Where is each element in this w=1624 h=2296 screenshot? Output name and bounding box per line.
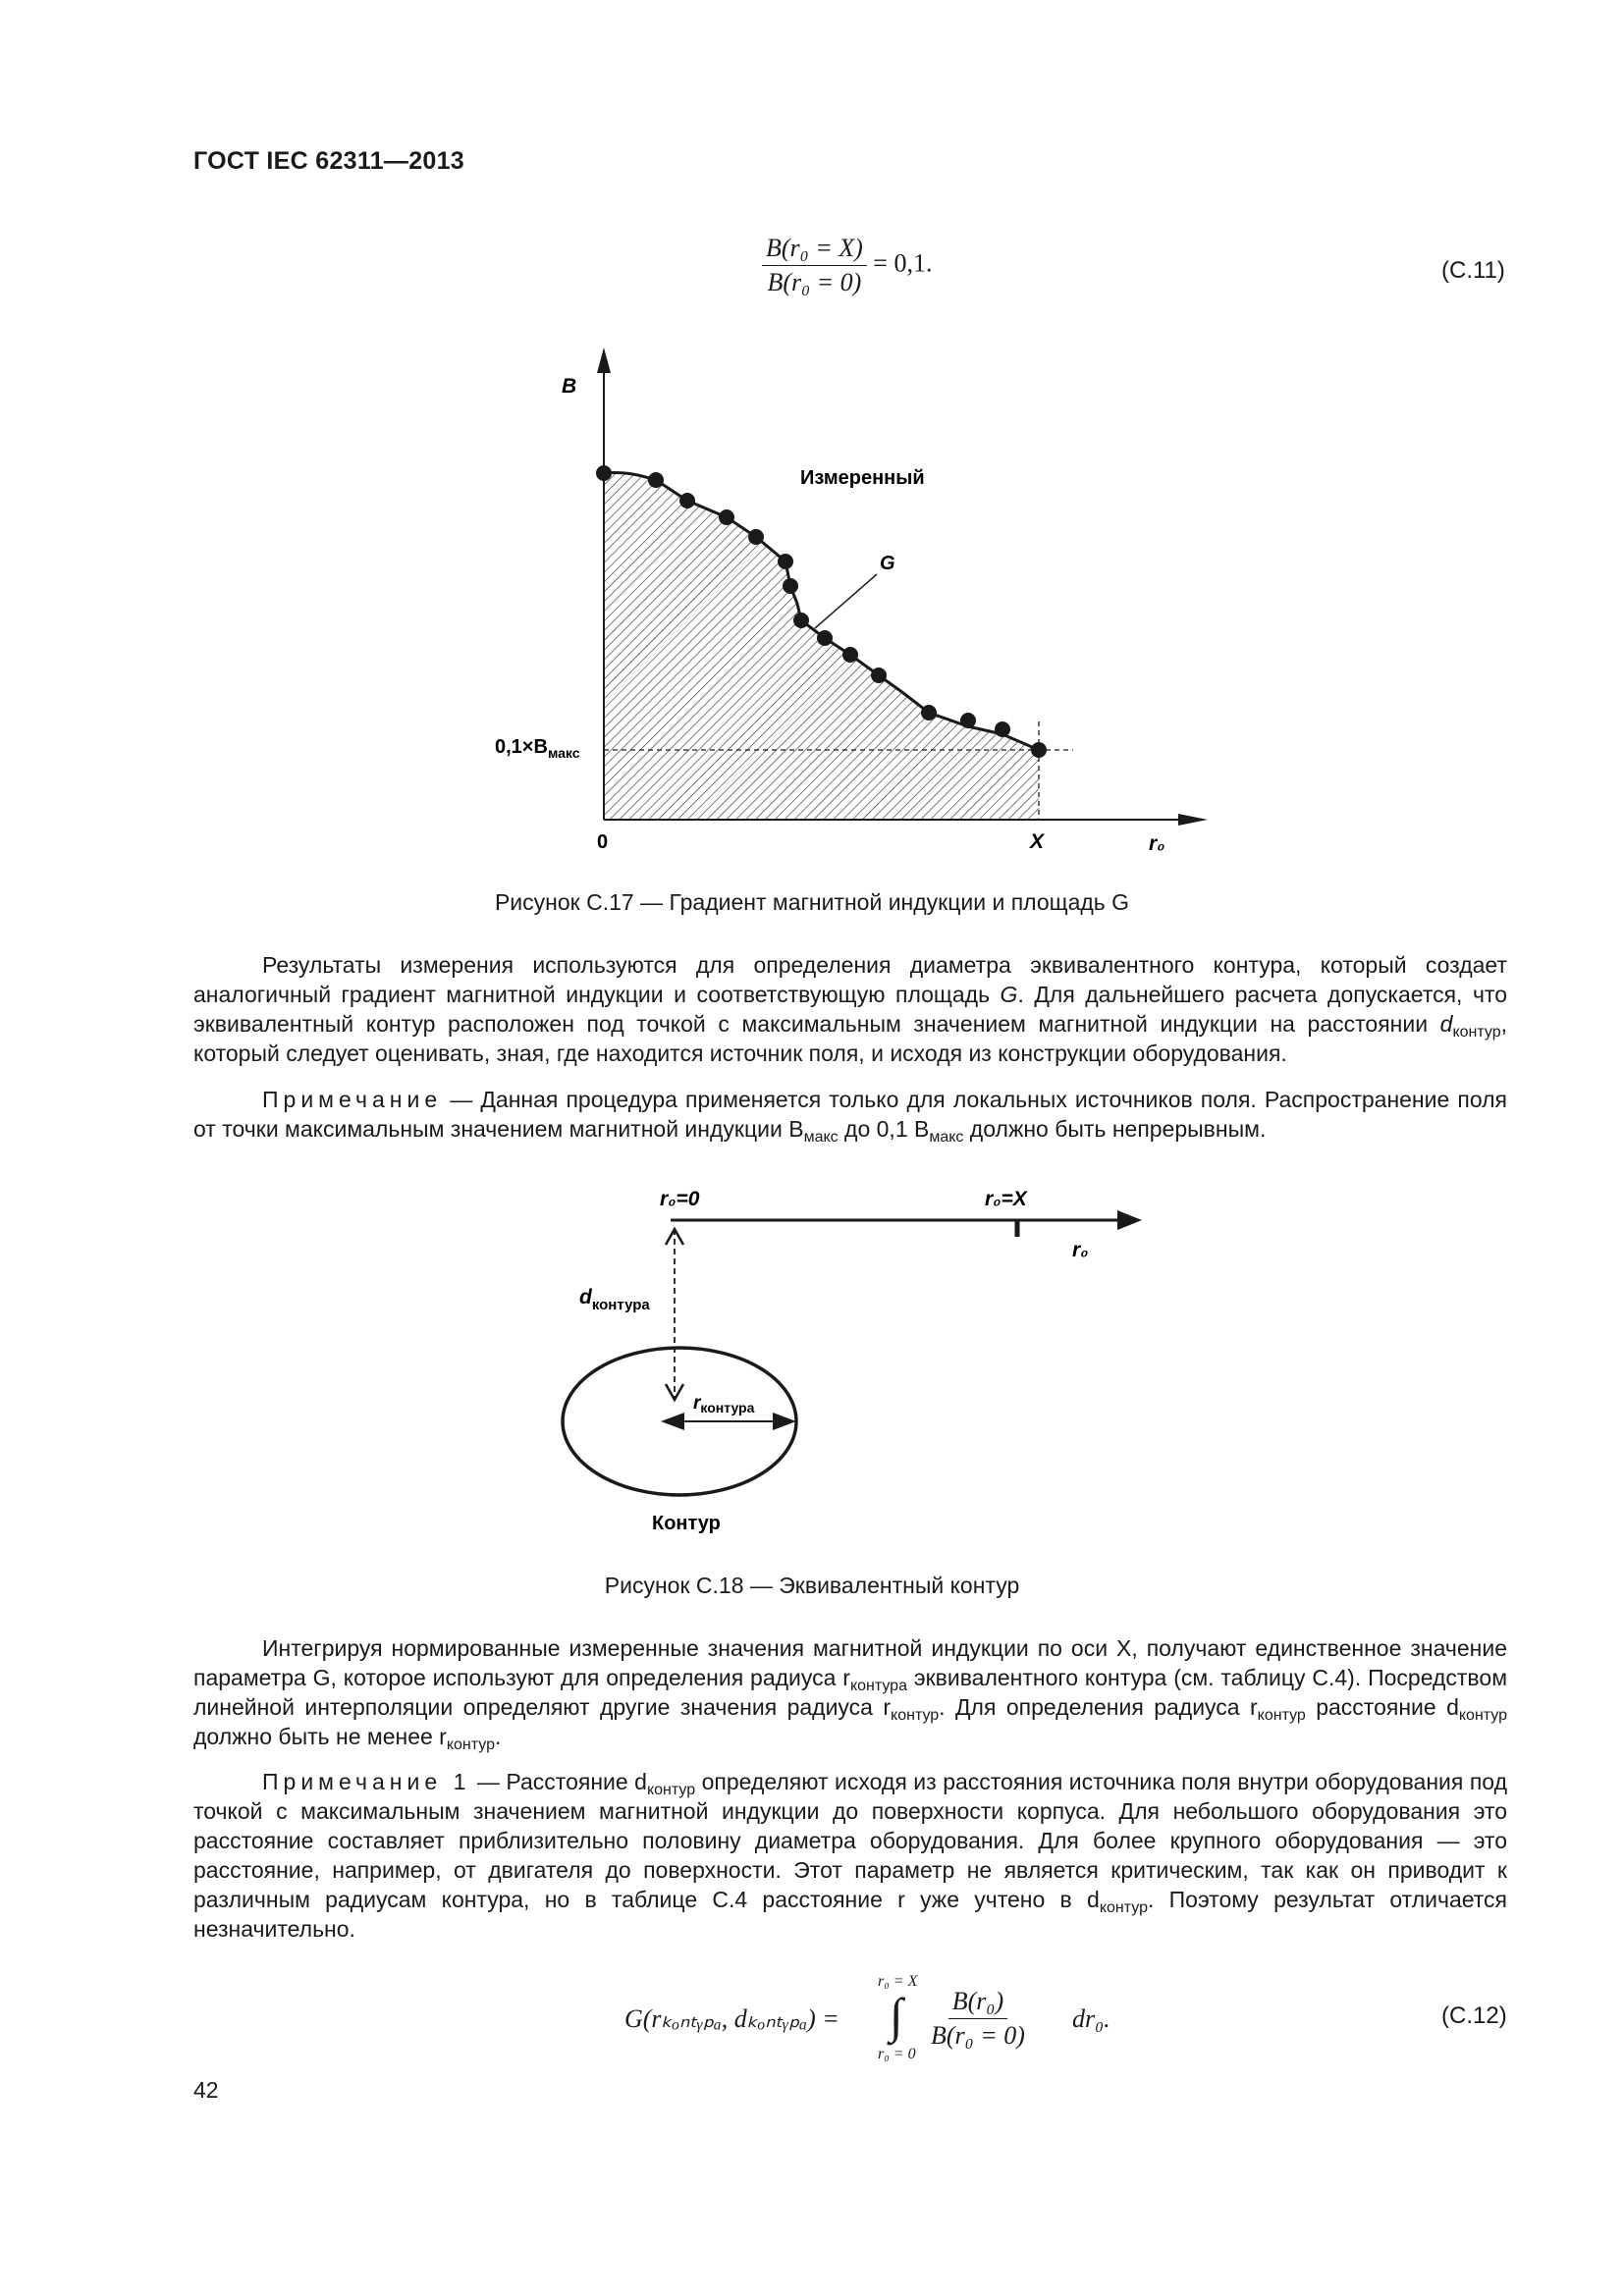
integral-upper-limit: r₀ = X bbox=[878, 1973, 918, 1990]
data-point bbox=[921, 705, 937, 721]
equation-c12-denominator: B(r₀ = 0) bbox=[931, 2021, 1025, 2050]
equation-c12 bbox=[624, 1973, 1135, 2066]
equation-c11-rhs: = 0,1. bbox=[873, 248, 933, 278]
measured-label: Измеренный bbox=[800, 467, 925, 489]
r0-zero-label: r₀=0 bbox=[660, 1188, 700, 1210]
area-g bbox=[604, 473, 1039, 820]
document-header: ГОСТ IEC 62311—2013 bbox=[193, 147, 465, 175]
note-1-sub2: макс bbox=[929, 1129, 964, 1146]
subscript: контур bbox=[1099, 1899, 1148, 1916]
data-point bbox=[679, 493, 695, 508]
integral-lower-limit: r₀ = 0 bbox=[878, 2046, 916, 2062]
equation-c12-fraction bbox=[927, 1987, 1029, 2051]
paragraph-2-part: . bbox=[494, 1724, 502, 1749]
r-contour-label: $r_{контура}$ bbox=[693, 1393, 755, 1415]
note-1 bbox=[193, 1085, 1507, 1144]
contour-label: Контур bbox=[652, 1513, 721, 1534]
data-point bbox=[842, 647, 858, 663]
r-arrow-right bbox=[773, 1413, 796, 1430]
data-point bbox=[817, 630, 833, 646]
note-1-text: — Данная процедура применяется только для локальных источников поля. Распространение поля от точки максимальным значением магнитной индукции B bbox=[193, 1087, 1507, 1142]
note-2 bbox=[193, 1767, 1507, 1944]
note-1-mid: до 0,1 B bbox=[838, 1116, 930, 1142]
data-point bbox=[793, 613, 809, 628]
equation-c11-denominator: B(r₀ = 0) bbox=[767, 268, 862, 296]
threshold-label: $0,1\times B_{макс}$ bbox=[495, 736, 580, 761]
equation-c12-number: (С.12) bbox=[1441, 2002, 1507, 2029]
paragraph-2-part: расстояние d bbox=[1305, 1694, 1459, 1720]
subscript: контура bbox=[849, 1678, 907, 1694]
data-point bbox=[995, 721, 1010, 737]
figure-c18-caption: Рисунок С.18 — Эквивалентный контур bbox=[604, 1573, 1020, 1598]
subscript: контур bbox=[1257, 1707, 1306, 1724]
figure-c17 bbox=[0, 0, 1624, 883]
y-axis-label: B bbox=[562, 375, 577, 398]
paragraph-2-part: эквивалентного контура (см. таблицу С.4). Посредством линейной интерполяции определяют другие значения радиуса r bbox=[193, 1665, 1508, 1720]
paragraph-2-part: должно быть не менее r bbox=[193, 1724, 447, 1749]
r0-axis-label: r₀ bbox=[1072, 1239, 1089, 1261]
data-point bbox=[960, 713, 976, 728]
note-2-part: — Расстояние d bbox=[470, 1769, 647, 1794]
integral-sign: ∫ bbox=[890, 1988, 903, 2043]
paragraph-2-part: Интегрируя нормированные измеренные значения магнитной индукции по оси X, получают единственное значение параметра G, которое используют для определения радиуса r bbox=[193, 1635, 1507, 1690]
equation-c11-number: (С.11) bbox=[1441, 257, 1505, 284]
x-origin-label: 0 bbox=[597, 831, 609, 853]
data-point bbox=[748, 529, 764, 545]
data-point bbox=[596, 465, 612, 481]
data-point bbox=[783, 578, 798, 594]
data-point bbox=[871, 667, 887, 683]
note-2-label: Примечание 1 bbox=[262, 1769, 471, 1794]
data-point bbox=[1031, 742, 1047, 758]
r0-axis-arrow bbox=[1117, 1210, 1142, 1230]
paragraph-2-part: . Для определения радиуса r bbox=[939, 1694, 1258, 1720]
equation-c12-lhs: G(rₖₒₙₜᵧₚₐ, dₖₒₙₜᵧₚₐ) = bbox=[624, 2004, 839, 2033]
equation-c12-tail: dr₀. bbox=[1072, 2004, 1110, 2033]
d-contour-label: $d_{контура}$ bbox=[579, 1286, 650, 1313]
paragraph-2 bbox=[193, 1633, 1507, 1751]
x-end-label: X bbox=[1030, 830, 1045, 853]
g-pointer-line bbox=[815, 574, 877, 628]
y-axis-arrow bbox=[597, 347, 611, 373]
note-2-part: . Поэтому результат отличается незначительно. bbox=[193, 1887, 1508, 1942]
note-1-end: должно быть непрерывным. bbox=[963, 1116, 1267, 1142]
r-arrow-left bbox=[661, 1413, 684, 1430]
figure-c18 bbox=[0, 1158, 1624, 1571]
paragraph-1: Результаты измерения используются для определения диаметра эквивалентного контура, который создает аналогичный градиент магнитной индукции и соответствующую площадь G. Для дальнейшего расчета допускается, что эквивалентный контур расположен под точкой с максимальным значением магнитной индукции на расстоянии $d_{контур}$, который следует оценивать, зная, где находится источник поля, и исходя из конструкции оборудования. bbox=[193, 952, 1507, 1066]
note-2-part: определяют исходя из расстояния источника поля внутри оборудования под точкой с максимальным значением магнитной индукции до поверхности корпуса. Для небольшого оборудования это расстояние составляет приблизительно половину диаметра оборудования. Для более крупного оборудования — это расстояние, например, от двигателя до поверхности. Этот параметр не является критическим, так как он приводит к различным радиусам контура, но в таблице С.4 расстояние r уже учтено в d bbox=[193, 1769, 1507, 1912]
r0-x-label: r₀=X bbox=[985, 1188, 1027, 1210]
note-1-sub1: макс bbox=[803, 1129, 839, 1146]
subscript: контур bbox=[646, 1782, 696, 1798]
subscript: контур bbox=[891, 1707, 940, 1724]
equation-c11-numerator: B(r₀ = X) bbox=[762, 234, 867, 266]
x-axis-arrow bbox=[1178, 814, 1208, 826]
figure-c17-caption: Рисунок С.17 — Градиент магнитной индукции и площадь G bbox=[494, 889, 1130, 915]
data-point bbox=[778, 554, 793, 569]
x-axis-label: r₀ bbox=[1149, 832, 1165, 855]
subscript: контур bbox=[1458, 1707, 1507, 1724]
data-point bbox=[719, 509, 734, 525]
data-point bbox=[648, 472, 664, 488]
g-label: G bbox=[880, 553, 895, 574]
note-1-label: Примечание bbox=[262, 1087, 443, 1112]
equation-c12-numerator: B(r₀) bbox=[948, 1987, 1007, 2019]
subscript: контур bbox=[446, 1736, 495, 1753]
page-number: 42 bbox=[193, 2077, 219, 2103]
